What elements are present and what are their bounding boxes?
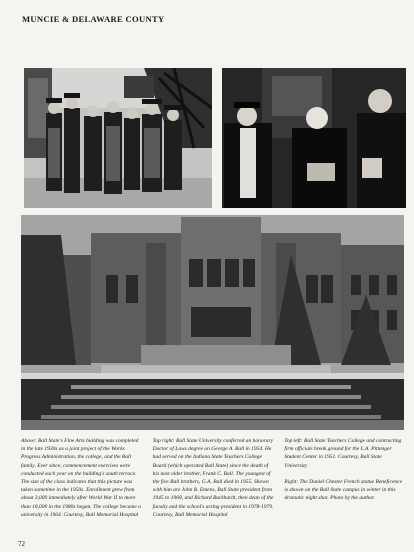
photo-commencement-robes — [222, 68, 406, 208]
captions — [21, 437, 406, 519]
caption-above: Above: Ball State's Fine Arts building was completed in the late 1930s as a joint project of the Works Progress Administration, the college, and the Ball family. Ever since, commencement exercises were conducted each year on the building's south terrace. The size of the class indicates that this picture was taken sometime in the 1950s. Enrollment grew from about 3,000 immediately after World War II to more than 18,000 in the 1980s began. The college became a university in 1964. Courtesy, Ball Memorial Hospital — [21, 438, 141, 518]
photo-fine-arts-building-commencement — [21, 215, 404, 430]
running-head: MUNCIE & DELAWARE COUNTY — [22, 14, 165, 24]
caption-top-left-and-right: Top left: Ball State Teachers College and contracting firm officials break ground for the L.A. Pittenger Student Center in 1951. Courtesy, Ball State University Right: The Daniel Chester French statue Beneficence is shown on the Ball State campus in winter in this dramatic night shot. Photo by the author. — [284, 438, 403, 502]
page-number: 72 — [18, 540, 25, 548]
photo-groundbreaking — [24, 68, 212, 208]
caption-top-right: Top right: Ball State University conferred an honorary Doctor of Laws degree on George A. Ball in 1954. He had served on the Indiana State Teachers College Board (which operated Ball State) since the death of his next older brother, Frank C. Ball. The youngest of the five Ball brothers, G.A. Ball died in 1955. Shown with him are John R. Emens, Ball State president from 1945 to 1968, and Richard Burkhardt, then dean of the faculty and the school's acting president in 1978-1979. Courtesy, Ball Memorial Hospital — [152, 438, 274, 518]
